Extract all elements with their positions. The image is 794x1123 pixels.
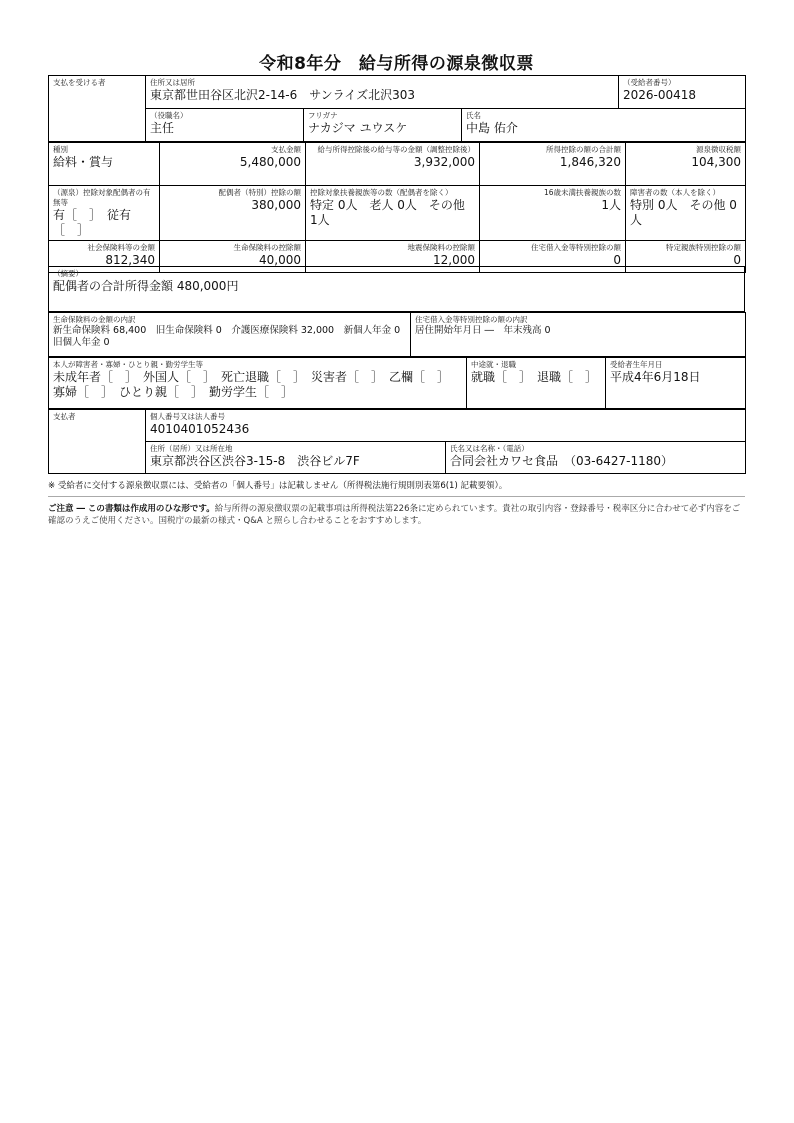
recipient-address: 東京都世田谷区北沢2-14-6 サンライズ北沢303 xyxy=(150,88,416,102)
status-checkboxes: 未成年者［ ］ 外国人［ ］ 死亡退職［ ］ 災害者［ ］ 乙欄［ ］ 寡婦［ ］ ひとり親［ ］ 勤労学生［ ］ xyxy=(53,370,456,399)
spouse-status: 有［ ］ 従有［ ］ xyxy=(53,208,132,237)
under16-cell: 16歳未満扶養親族の数 1人 xyxy=(480,186,626,241)
total-deduction-amount: 1,846,320 xyxy=(559,155,621,169)
payer-address-cell: 住所（居所）又は所在地 東京都渋谷区渋谷3-15-8 渋谷ビル7F xyxy=(146,442,446,474)
recipient-name: 中島 佑介 xyxy=(466,121,518,135)
housing-loan-amount: 0 xyxy=(613,253,621,267)
divider xyxy=(48,496,745,497)
caution-heading: ご注意 ― この書類は作成用のひな形です。 xyxy=(48,504,215,514)
remarks-cell: （摘要） 配偶者の合計所得金額 480,000円 xyxy=(49,267,745,312)
spouse-deduction-amount: 380,000 xyxy=(251,198,301,212)
payer-name-cell: 氏名又は名称・（電話） 合同会社カワセ食品 （03-6427-1180） xyxy=(446,442,746,474)
earthquake-insurance-amount: 12,000 xyxy=(433,253,475,267)
remarks-table xyxy=(48,266,745,312)
breakdown-table xyxy=(48,312,746,357)
dependents-count: 特定 0人 老人 0人 その他 1人 xyxy=(310,198,465,227)
remarks-text: 配偶者の合計所得金額 480,000円 xyxy=(53,279,239,293)
under16-count: 1人 xyxy=(601,198,621,212)
footnote: ※ 受給者に交付する源泉徴収票には、受給者の「個人番号」は記載しません（所得税法施行規則別表第6(1) 記載要領）。 xyxy=(48,481,508,491)
payer-section: 支払者 xyxy=(49,410,146,474)
spouse-cell: （源泉）控除対象配偶者の有無等 有［ ］ 従有［ ］ xyxy=(49,186,160,241)
recipient-table xyxy=(48,75,746,142)
housing-loan-cell: 住宅借入金等特別控除の額 0 xyxy=(480,241,626,273)
furigana: ナカジマ ユウスケ xyxy=(308,121,408,135)
retire-checkboxes: 就職［ ］ 退職［ ］ xyxy=(471,370,598,384)
payment-cell: 支払金額 5,480,000 xyxy=(160,143,306,186)
status-table xyxy=(48,357,746,409)
payment-amount: 5,480,000 xyxy=(239,155,301,169)
after-deduction-cell: 給与所得控除後の給与等の金額（調整控除後） 3,932,000 xyxy=(306,143,480,186)
recipient-number-cell: （受給者番号） 2026-00418 xyxy=(619,76,746,109)
caution-body: 給与所得の源泉徴収票の記載事項は所得税法第226条に定められています。貴社の取引内容・登録番号・税率区分に合わせて必ず内容をご確認のうえご使用ください。国税庁の最新の様式・Q&A と照らし合わせることをおすすめします。 xyxy=(48,504,741,526)
amounts-table xyxy=(48,142,746,273)
social-insurance-cell: 社会保険料等の金額 812,340 xyxy=(49,241,160,273)
payer-number-cell: 個人番号又は法人番号 4010401052436 xyxy=(146,410,746,442)
recipient-address-cell: 住所又は居所 東京都世田谷区北沢2-14-6 サンライズ北沢303 xyxy=(146,76,619,109)
withholding-cell: 源泉徴収税額 104,300 xyxy=(626,143,746,186)
after-deduction-amount: 3,932,000 xyxy=(413,155,475,169)
recipient-section: 支払を受ける者 xyxy=(49,76,146,142)
birthdate-cell: 受給者生年月日 平成4年6月18日 xyxy=(606,358,746,409)
status-cell: 本人が障害者・寡婦・ひとり親・勤労学生等 未成年者［ ］ 外国人［ ］ 死亡退職［ ］ 災害者［ ］ 乙欄［ ］ 寡婦［ ］ ひとり親［ ］ 勤労学生［ ］ xyxy=(49,358,467,409)
life-insurance-amount: 40,000 xyxy=(259,253,301,267)
caution-note xyxy=(48,503,745,527)
life-breakdown-cell: 生命保険料の金額の内訳 新生命保険料 68,400 旧生命保険料 0 介護医療保険料 32,000 新個人年金 0 旧個人年金 0 xyxy=(49,313,411,357)
disabled-cell: 障害者の数（本人を除く） 特別 0人 その他 0人 xyxy=(626,186,746,241)
name-cell: 氏名 中島 佑介 xyxy=(462,109,746,142)
retire-cell: 中途就・退職 就職［ ］ 退職［ ］ xyxy=(467,358,606,409)
withholding-amount: 104,300 xyxy=(691,155,741,169)
recipient-number: 2026-00418 xyxy=(623,88,697,102)
special-relative-amount: 0 xyxy=(733,253,741,267)
disabled-count: 特別 0人 その他 0人 xyxy=(630,198,737,227)
position: 主任 xyxy=(150,121,175,135)
payer-address: 東京都渋谷区渋谷3-15-8 渋谷ビル7F xyxy=(150,454,360,468)
birthdate: 平成4年6月18日 xyxy=(610,370,701,384)
earthquake-insurance-cell: 地震保険料の控除額 12,000 xyxy=(306,241,480,273)
dependents-cell: 控除対象扶養親族等の数（配偶者を除く） 特定 0人 老人 0人 その他 1人 xyxy=(306,186,480,241)
life-insurance-cell: 生命保険料の控除額 40,000 xyxy=(160,241,306,273)
position-cell: （役職名） 主任 xyxy=(146,109,304,142)
document-title: 令和8年分 給与所得の源泉徴収票 xyxy=(259,54,534,74)
payer-name: 合同会社カワセ食品 （03-6427-1180） xyxy=(450,454,674,468)
furigana-cell: フリガナ ナカジマ ユウスケ xyxy=(304,109,462,142)
housing-breakdown-text: 居住開始年月日 ― 年末残高 0 xyxy=(415,325,551,336)
special-relative-cell: 特定親族特別控除の額 0 xyxy=(626,241,746,273)
spouse-deduction-cell: 配偶者（特別）控除の額 380,000 xyxy=(160,186,306,241)
life-breakdown-text: 新生命保険料 68,400 旧生命保険料 0 介護医療保険料 32,000 新個人年金 0 旧個人年金 0 xyxy=(53,325,410,348)
type-cell: 種別 給料・賞与 xyxy=(49,143,160,186)
housing-breakdown-cell: 住宅借入金等特別控除の額の内訳 居住開始年月日 ― 年末残高 0 xyxy=(411,313,746,357)
social-insurance-amount: 812,340 xyxy=(105,253,155,267)
income-type: 給料・賞与 xyxy=(53,155,114,169)
payer-table xyxy=(48,409,746,474)
payer-number: 4010401052436 xyxy=(150,422,250,436)
total-deduction-cell: 所得控除の額の合計額 1,846,320 xyxy=(480,143,626,186)
